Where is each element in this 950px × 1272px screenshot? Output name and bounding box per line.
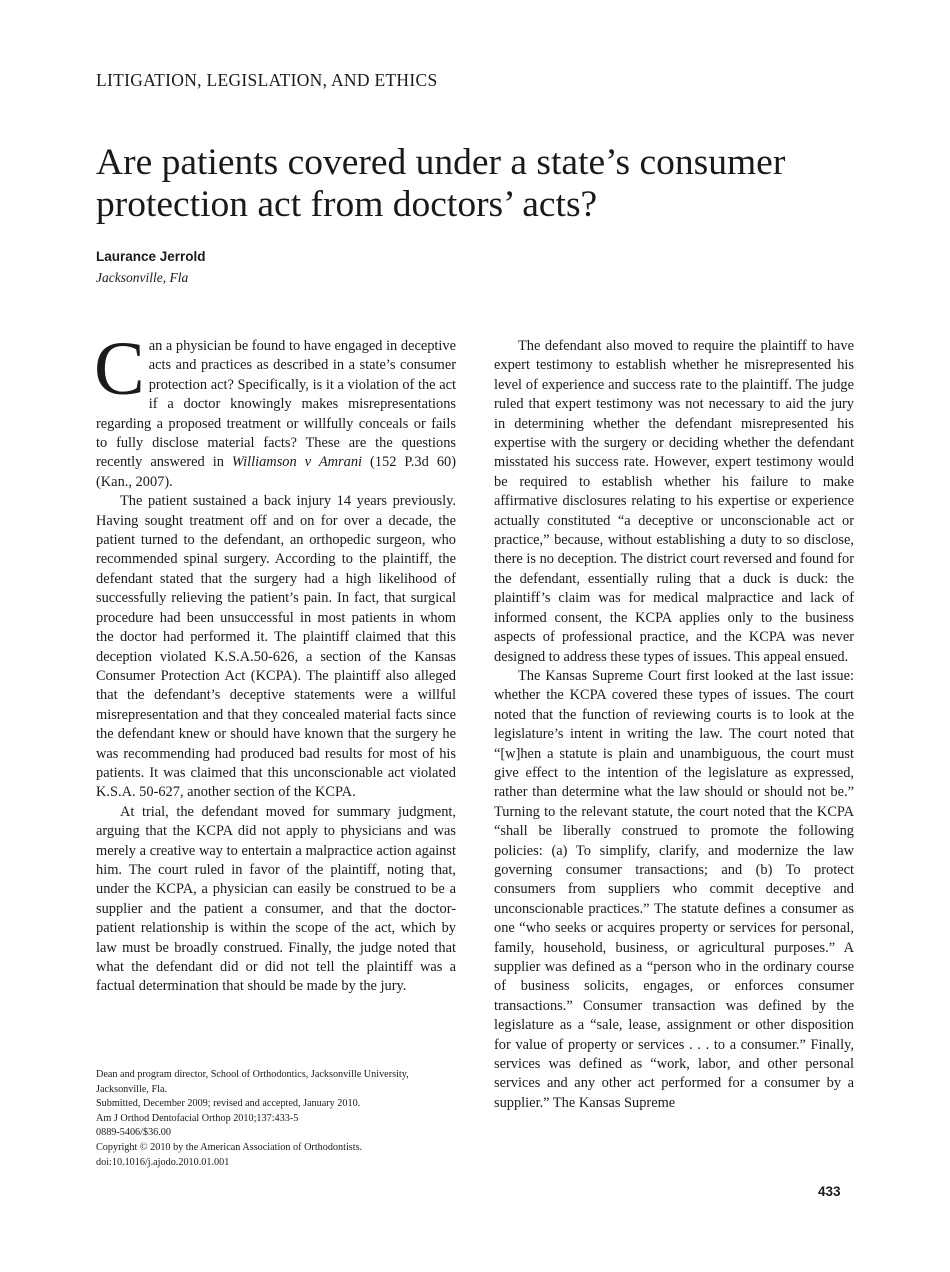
article-title: Are patients covered under a state’s consumer protection act from doctors’ acts? bbox=[96, 142, 786, 225]
footnote bbox=[96, 1068, 458, 1170]
left-column bbox=[94, 327, 457, 997]
author-affiliation: Jacksonville, Fla bbox=[96, 270, 189, 285]
paragraph: The patient sustained a back injury 14 years previously. Having sought treatment off and on for over a decade, the patient turned to the defendant, an orthopedic surgeon, who recommended spinal surgery. According to the plaintiff, the defendant stated that the surgery had a high likelihood of successfully relieving the patient’s pain. In fact, that surgical procedure had been unsuccessful in most patients in whom the doctor had performed it. The plaintiff claimed that this deception violated K.S.A.50-626, a section of the Kansas Consumer Protection Act (KCPA). The plaintiff also alleged that the defendant’s deceptive statements were a willful misrepresentation and that they concealed material facts since the defendant knew or should have known that the surgery he was recommending had produced bad results for most of his patients. It was claimed that this unconscionable act violated K.S.A. 50-627, another section of the KCPA. bbox=[96, 493, 456, 801]
footnote-issn: 0889-5406/$36.00 bbox=[96, 1127, 171, 1139]
footnote-citation: Am J Orthod Dentofacial Orthop 2010;137:433-5 bbox=[96, 1112, 299, 1124]
intro-text: an a physician be found to have engaged in deceptive acts and practices as described in a state’s consumer protection act? Specifically, is it a violation of the act if a doctor knowingly makes misrepresentations regarding a proposed treatment or willfully conceals or fails to fully disclose material facts? These are the questions recently answered in bbox=[96, 338, 456, 471]
drop-cap: C bbox=[94, 327, 145, 411]
section-label: LITIGATION, LEGISLATION, AND ETHICS bbox=[96, 70, 438, 90]
right-column bbox=[494, 337, 854, 1113]
author-name: Laurance Jerrold bbox=[96, 249, 206, 264]
page-number: 433 bbox=[818, 1184, 841, 1199]
paragraph-intro bbox=[94, 327, 457, 492]
footnote-affiliation: Dean and program director, School of Orthodontics, Jacksonville University, Jacksonville, Fla. bbox=[96, 1069, 409, 1095]
case-name: Williamson v Amrani bbox=[231, 454, 363, 471]
paragraph: The Kansas Supreme Court first looked at the last issue: whether the KCPA covered these types of issues. The court noted that the function of reviewing courts is to look at the legislature’s intent in writing the law. The court noted that “[w]hen a statute is plain and unambiguous, the court must give effect to the intention of the legislature as expressed, rather than determine what the law should or should not be.” Turning to the relevant statute, the court noted that the KCPA “shall be liberally construed to promote the following policies: (a) To simplify, clarify, and modernize the law governing consumer transactions; and (b) To protect consumers from suppliers who commit deceptive and unconscionable practices.” The statute defines a consumer as one “who seeks or acquires property or services for personal, family, household, business, or agricultural purposes.” A supplier was defined as a “person who in the ordinary course of business solicits, engages, or enforces consumer transactions.” Consumer transaction was defined by the legislature as a “sale, lease, assignment or other disposition for value of property or services . . . to a consumer.” Finally, services was defined as “work, labor, and other personal services and any other act performed for a consumer by a supplier.” The Kansas Supreme bbox=[494, 667, 854, 1111]
paragraph: At trial, the defendant moved for summary judgment, arguing that the KCPA did not apply to physicians and was merely a creative way to entertain a malpractice action against him. The court ruled in favor of the plaintiff, noting that, under the KCPA, a physician can easily be construed to be a supplier and the patient a consumer, and that the doctor-patient relationship is within the scope of the act, which by law must be broadly construed. Finally, the judge noted that what the defendant did or did not tell the plaintiff was a factual determination that should be made by the jury. bbox=[96, 803, 456, 995]
footnote-copyright: Copyright © 2010 by the American Association of Orthodontists. bbox=[96, 1141, 363, 1153]
case-citation: (152 P.3d 60) (Kan., 2007). bbox=[96, 454, 457, 490]
paragraph: The defendant also moved to require the plaintiff to have expert testimony to establish whether he misrepresented his level of experience and success rate to the plaintiff. The judge ruled that expert testimony was not necessary to aid the jury in determining whether the defendant misrepresented his expertise with the surgery or deciding whether the defendant misstated his success rate. However, expert testimony would be required to establish whether his failure to make affirmative disclosures relating to his expertise or experience actually constituted “a deceptive or unconscionable act or practice,” because, without establishing a duty to so disclose, there is no deception. The district court reversed and found for the defendant, essentially ruling that a duck is duck: the plaintiff’s claim was for medical malpractice and lack of informed consent, the KCPA applies only to the business aspects of professional practice, and the KCPA was never designed to address these types of issues. This appeal ensued. bbox=[494, 338, 854, 665]
footnote-submitted: Submitted, December 2009; revised and accepted, January 2010. bbox=[96, 1098, 361, 1110]
footnote-doi: doi:10.1016/j.ajodo.2010.01.001 bbox=[96, 1156, 230, 1168]
